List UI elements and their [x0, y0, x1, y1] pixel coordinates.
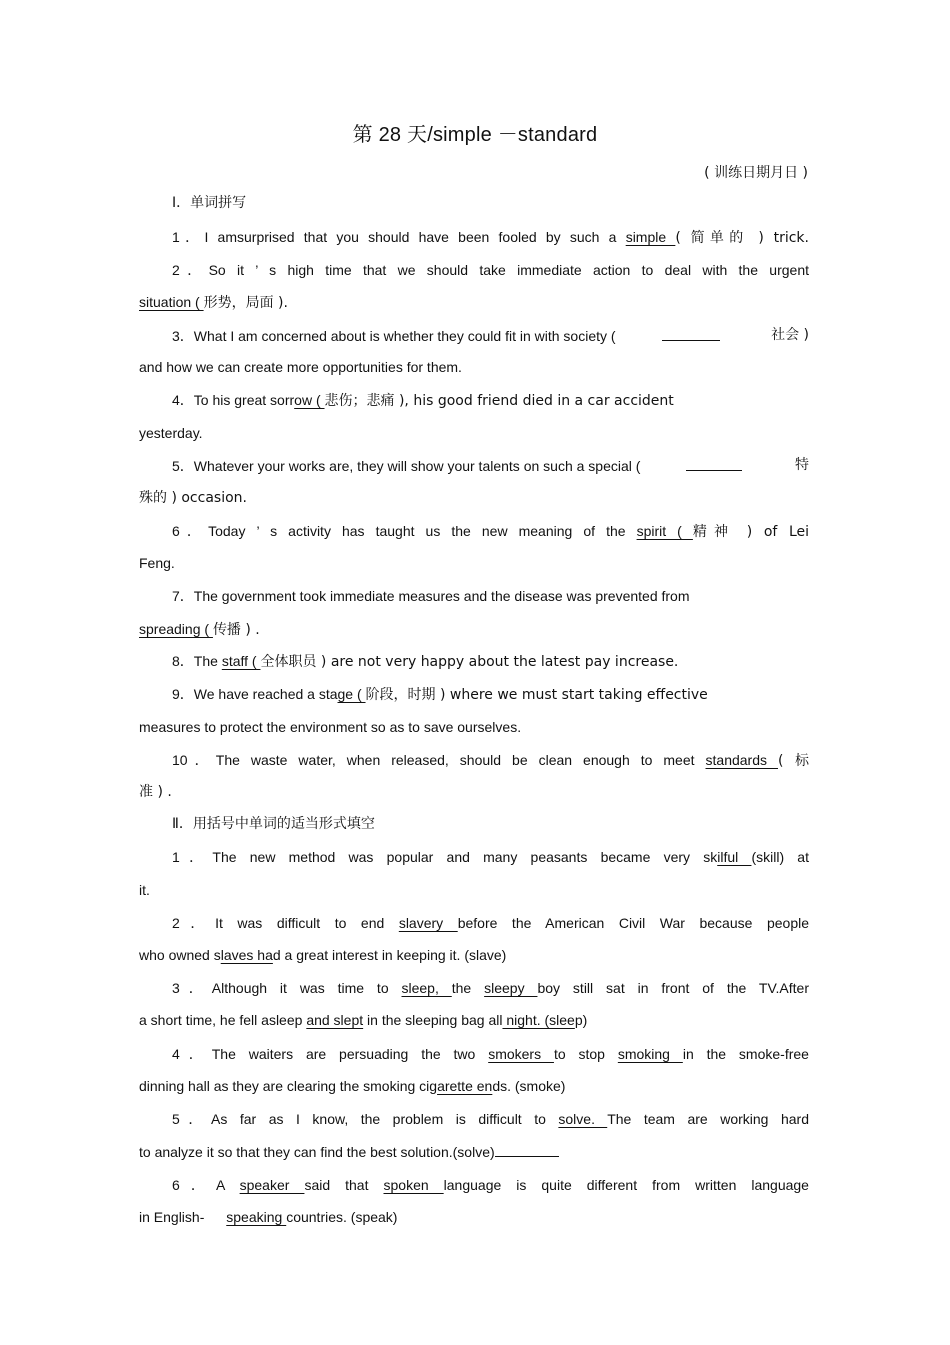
answer: smoking: [617, 1046, 683, 1062]
answer: night. (slee: [502, 1012, 575, 1028]
training-date-note: ( 训练日期月日 ): [704, 165, 808, 181]
answer: spoken: [383, 1177, 444, 1193]
answer-blank: [495, 1142, 559, 1157]
s2-item-1: 1．The new method was popular and many peasants became very skilful (skill) at: [172, 849, 809, 865]
answer: simple: [625, 229, 676, 245]
s2-item-5: 5．As far as I know, the problem is difficult to solve. The team are working hard: [172, 1111, 809, 1127]
answer: arette en: [437, 1078, 493, 1094]
s1-item-4-cont: yesterday.: [139, 425, 203, 441]
s2-item-3: 3．Although it was time to sleep, the sleepy boy still sat in front of the TV.After: [172, 980, 809, 996]
answer: speaking: [226, 1209, 287, 1225]
s1-item-5-cont: 殊的 ) occasion.: [139, 490, 247, 506]
s1-item-8: 8．The staff ( 全体职员 ) are not very happy about the latest pay increase.: [172, 653, 679, 670]
answer: and slept: [306, 1012, 364, 1028]
answer: ow (: [294, 392, 325, 408]
answer-blank: [662, 326, 720, 341]
s2-item-1-cont: it.: [139, 882, 150, 898]
answer: spreading (: [139, 621, 213, 637]
s1-item-4: 4．To his great sorrow ( 悲伤；悲痛 ), his good friend died in a car accident: [172, 392, 674, 409]
s1-item-6-cont: Feng.: [139, 555, 175, 571]
s1-item-6: 6．Today ’ s activity has taught us the new meaning of the spirit ( 精神 ) of Lei: [172, 523, 810, 540]
answer: slavery: [398, 915, 458, 931]
answer: standards: [705, 752, 778, 768]
answer: sleepy: [484, 980, 538, 996]
s1-item-7: 7．The government took immediate measures and the disease was prevented from: [172, 588, 690, 604]
s1-item-10-cont: 准 ) .: [139, 784, 172, 800]
s1-item-3-cont: and how we can create more opportunities for them.: [139, 359, 462, 375]
answer: situation (: [139, 294, 204, 310]
s2-item-2: 2．It was difficult to end slavery before the American Civil War because people: [172, 915, 809, 931]
s1-item-3: 3．What I am concerned about is whether they could fit in with society ( 社会 ): [172, 327, 809, 344]
answer: speaker: [239, 1177, 305, 1193]
answer: staff (: [221, 653, 261, 669]
s2-item-4-cont: dinning hall as they are clearing the smoking cigarette ends. (smoke): [139, 1078, 566, 1094]
s1-item-9-cont: measures to protect the environment so as to save ourselves.: [139, 719, 522, 735]
answer: sleep,: [401, 980, 452, 996]
section-2-heading: Ⅱ．用括号中单词的适当形式填空: [172, 816, 375, 832]
answer: laves ha: [220, 947, 273, 963]
answer: ilful: [717, 849, 752, 865]
s1-item-9: 9．We have reached a stage ( 阶段，时期 ) where we must start taking effective: [172, 686, 708, 703]
s2-item-3-cont: a short time, he fell asleep and slept in the sleeping bag all night. (sleep): [139, 1012, 588, 1028]
s2-item-6: 6．A speaker said that spoken language is quite different from written language: [172, 1177, 809, 1193]
answer: solve.: [558, 1111, 608, 1127]
answer-blank: [686, 456, 742, 471]
s2-item-5-cont: to analyze it so that they can find the best solution.(solve): [139, 1142, 809, 1161]
s1-item-2-cont: situation ( 形势，局面 ).: [139, 294, 288, 311]
answer: spirit (: [636, 523, 693, 539]
s1-item-7-cont: spreading ( 传播 ) .: [139, 621, 260, 638]
answer: smokers: [488, 1046, 554, 1062]
s2-item-2-cont: who owned slaves had a great interest in keeping it. (slave): [139, 947, 507, 963]
s2-item-4: 4．The waiters are persuading the two smokers to stop smoking in the smoke-free: [172, 1046, 809, 1062]
s2-item-6-cont: in English- speaking countries. (speak): [139, 1209, 398, 1225]
answer: ge (: [337, 686, 366, 702]
page-title: 第 28 天/simple －standard: [352, 124, 598, 146]
s1-item-10: 10．The waste water, when released, should be clean enough to meet standards ( 标: [172, 752, 809, 769]
section-1-heading: Ⅰ．单词拼写: [172, 195, 247, 211]
s1-item-1: 1．I amsurprised that you should have been fooled by such a simple ( 简单的 ) trick.: [172, 229, 809, 246]
s1-item-5: 5．Whatever your works are, they will show your talents on such a special ( 特: [172, 457, 809, 474]
s1-item-2: 2．So it ’ s high time that we should take immediate action to deal with the urgent: [172, 262, 809, 278]
